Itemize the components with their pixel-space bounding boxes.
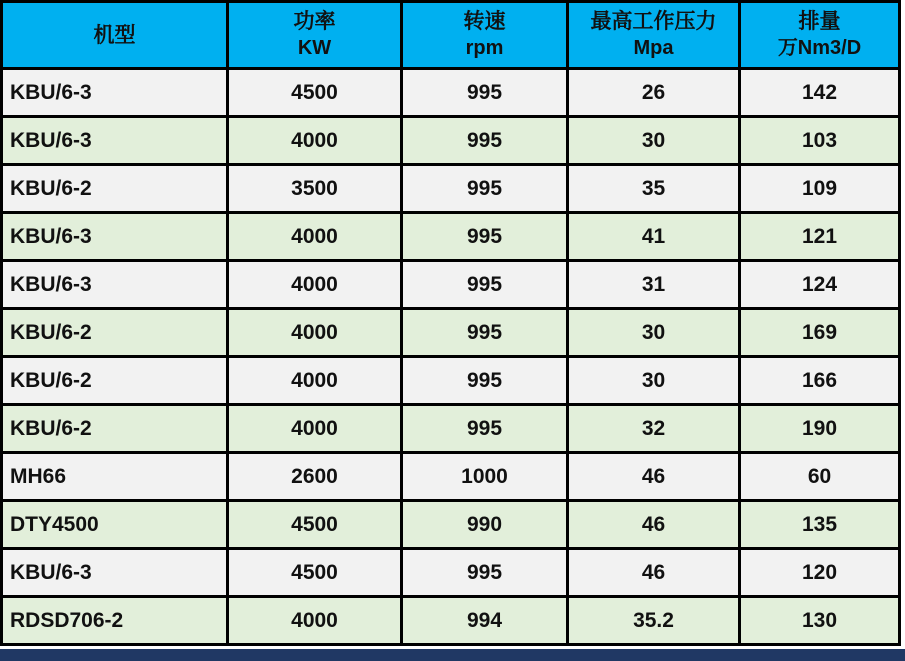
cell-displacement: 190 xyxy=(740,405,900,453)
cell-pressure: 46 xyxy=(568,501,740,549)
cell-speed: 994 xyxy=(402,597,568,645)
cell-speed: 990 xyxy=(402,501,568,549)
cell-displacement: 109 xyxy=(740,165,900,213)
cell-model: KBU/6-3 xyxy=(2,117,228,165)
cell-model: KBU/6-3 xyxy=(2,261,228,309)
cell-speed: 995 xyxy=(402,213,568,261)
table-row xyxy=(2,117,900,165)
bottom-bar xyxy=(0,649,905,661)
table-row xyxy=(2,357,900,405)
header-label: 转速 xyxy=(463,10,506,33)
cell-speed: 995 xyxy=(402,309,568,357)
cell-model: KBU/6-2 xyxy=(2,405,228,453)
table-row xyxy=(2,261,900,309)
cell-speed: 995 xyxy=(402,405,568,453)
cell-pressure: 30 xyxy=(568,357,740,405)
cell-speed: 995 xyxy=(402,117,568,165)
cell-power: 4500 xyxy=(228,549,402,597)
cell-model: KBU/6-2 xyxy=(2,165,228,213)
table-row xyxy=(2,165,900,213)
cell-power: 4000 xyxy=(228,405,402,453)
header-label: 功率 xyxy=(293,10,336,33)
cell-pressure: 30 xyxy=(568,117,740,165)
column-header-model xyxy=(2,2,228,69)
cell-model: KBU/6-3 xyxy=(2,549,228,597)
cell-displacement: 124 xyxy=(740,261,900,309)
cell-displacement: 130 xyxy=(740,597,900,645)
header-label: 机型 xyxy=(93,23,136,47)
cell-speed: 995 xyxy=(402,549,568,597)
cell-pressure: 46 xyxy=(568,549,740,597)
cell-pressure: 46 xyxy=(568,453,740,501)
header-unit: 万Nm3/D xyxy=(777,37,862,59)
table-header xyxy=(2,2,900,69)
cell-power: 4000 xyxy=(228,357,402,405)
cell-power: 2600 xyxy=(228,453,402,501)
column-header-speed xyxy=(402,2,568,69)
table-row xyxy=(2,309,900,357)
cell-model: KBU/6-2 xyxy=(2,357,228,405)
cell-displacement: 142 xyxy=(740,69,900,117)
table-row xyxy=(2,453,900,501)
header-label: 最高工作压力 xyxy=(590,10,717,33)
table-row xyxy=(2,213,900,261)
header-label: 排量 xyxy=(798,10,841,33)
header-unit: Mpa xyxy=(633,37,674,59)
cell-speed: 995 xyxy=(402,69,568,117)
cell-model: KBU/6-2 xyxy=(2,309,228,357)
column-header-pressure xyxy=(568,2,740,69)
cell-power: 4000 xyxy=(228,597,402,645)
cell-model: KBU/6-3 xyxy=(2,69,228,117)
table-row xyxy=(2,549,900,597)
column-header-power xyxy=(228,2,402,69)
cell-displacement: 121 xyxy=(740,213,900,261)
cell-model: DTY4500 xyxy=(2,501,228,549)
cell-model: KBU/6-3 xyxy=(2,213,228,261)
cell-power: 3500 xyxy=(228,165,402,213)
cell-power: 4500 xyxy=(228,501,402,549)
cell-power: 4500 xyxy=(228,69,402,117)
cell-pressure: 31 xyxy=(568,261,740,309)
cell-model: MH66 xyxy=(2,453,228,501)
cell-speed: 1000 xyxy=(402,453,568,501)
table-row xyxy=(2,405,900,453)
cell-pressure: 41 xyxy=(568,213,740,261)
table-row xyxy=(2,69,900,117)
header-unit: rpm xyxy=(465,37,504,59)
cell-speed: 995 xyxy=(402,357,568,405)
header-row xyxy=(2,2,900,69)
cell-displacement: 169 xyxy=(740,309,900,357)
cell-power: 4000 xyxy=(228,261,402,309)
cell-displacement: 166 xyxy=(740,357,900,405)
cell-pressure: 32 xyxy=(568,405,740,453)
cell-pressure: 30 xyxy=(568,309,740,357)
cell-pressure: 35 xyxy=(568,165,740,213)
cell-displacement: 120 xyxy=(740,549,900,597)
cell-power: 4000 xyxy=(228,117,402,165)
cell-speed: 995 xyxy=(402,165,568,213)
cell-displacement: 60 xyxy=(740,453,900,501)
cell-model: RDSD706-2 xyxy=(2,597,228,645)
cell-displacement: 103 xyxy=(740,117,900,165)
cell-pressure: 35.2 xyxy=(568,597,740,645)
cell-speed: 995 xyxy=(402,261,568,309)
cell-displacement: 135 xyxy=(740,501,900,549)
header-unit: KW xyxy=(297,37,332,59)
cell-power: 4000 xyxy=(228,309,402,357)
table-body xyxy=(2,69,900,645)
column-header-displacement xyxy=(740,2,900,69)
cell-power: 4000 xyxy=(228,213,402,261)
cell-pressure: 26 xyxy=(568,69,740,117)
table-row xyxy=(2,501,900,549)
table-row xyxy=(2,597,900,645)
